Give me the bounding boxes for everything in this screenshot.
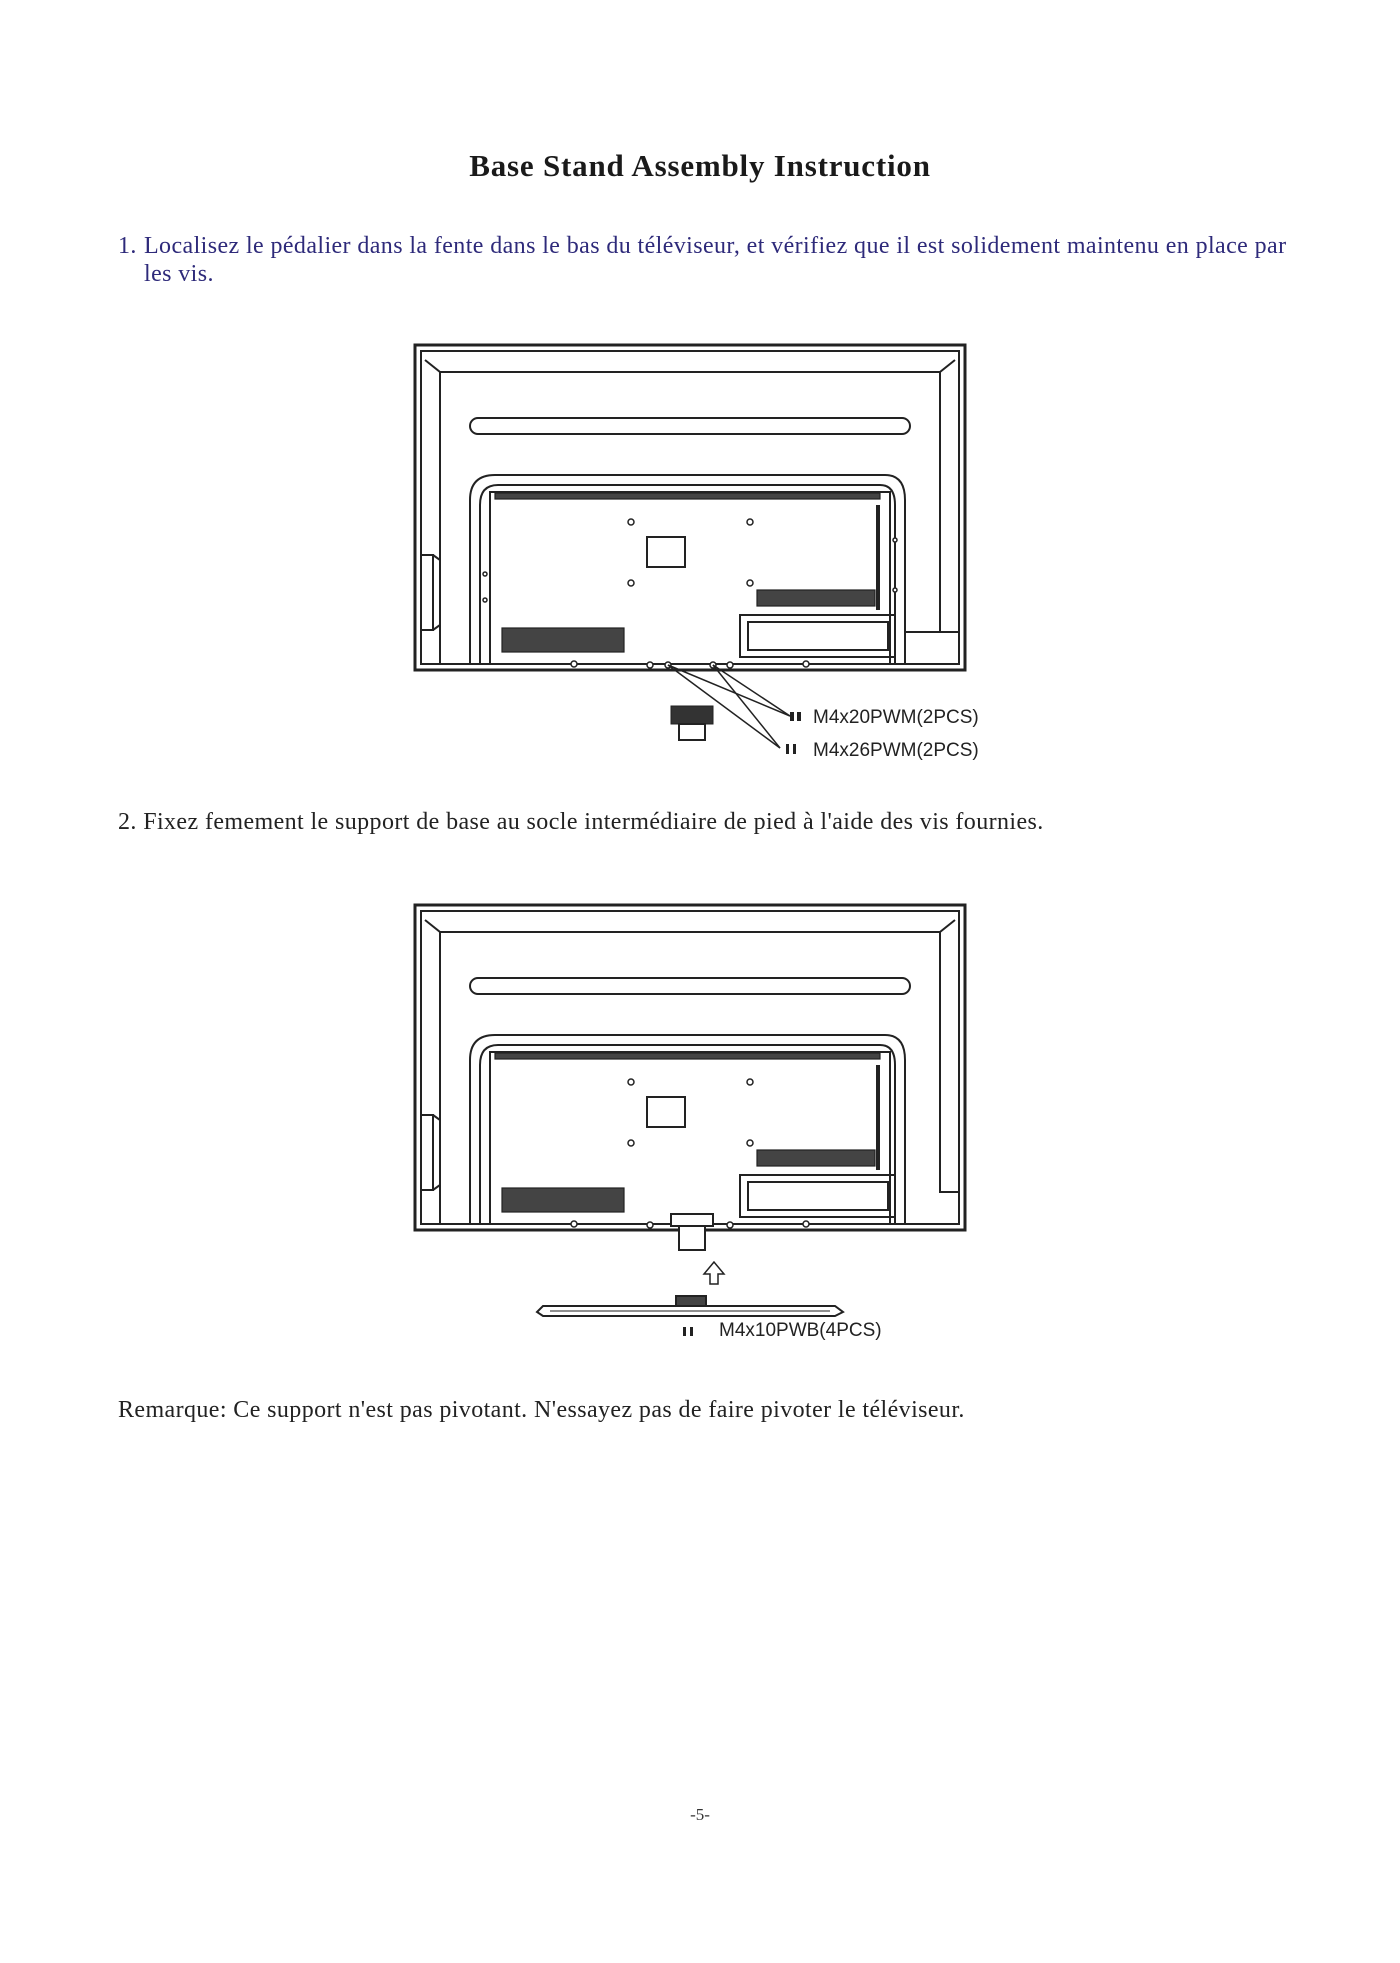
vent-grilles bbox=[495, 493, 880, 652]
screw-icon bbox=[786, 712, 801, 754]
screw-icon bbox=[683, 1327, 693, 1336]
tv-back-panel bbox=[415, 345, 965, 670]
step-1-text: Localisez le pédalier dans la fente dans le bas du téléviseur, et vérifiez que il est solidement maintenu en place par les vis. bbox=[144, 233, 1287, 287]
vent-grilles bbox=[495, 1053, 880, 1212]
step-1-number: 1. bbox=[118, 233, 137, 259]
page-title: Base Stand Assembly Instruction bbox=[469, 148, 931, 183]
note-text: Remarque: Ce support n'est pas pivotant. N'essayez pas de faire pivoter le téléviseur. bbox=[118, 1397, 965, 1423]
screw-label-m4x10: M4x10PWB(4PCS) bbox=[719, 1320, 882, 1341]
base-stand bbox=[537, 1296, 843, 1316]
step-1 bbox=[118, 232, 1298, 288]
figure-1-tv-back-with-neck bbox=[0, 330, 1400, 770]
arrow-up-icon bbox=[704, 1262, 724, 1284]
step-2-text: Fixez femement le support de base au socle intermédiaire de pied à l'aide des vis fournies. bbox=[143, 809, 1044, 835]
screw-label-m4x20: M4x20PWM(2PCS) bbox=[813, 707, 979, 728]
figure-2-tv-back-with-base bbox=[0, 890, 1400, 1360]
screw-label-m4x26: M4x26PWM(2PCS) bbox=[813, 740, 979, 761]
stand-neck bbox=[671, 706, 713, 740]
page-number: -5- bbox=[690, 1805, 710, 1824]
step-2 bbox=[118, 808, 1298, 836]
stand-neck bbox=[671, 1214, 713, 1250]
step-2-number: 2. bbox=[118, 809, 137, 835]
tv-back-panel bbox=[415, 905, 965, 1230]
